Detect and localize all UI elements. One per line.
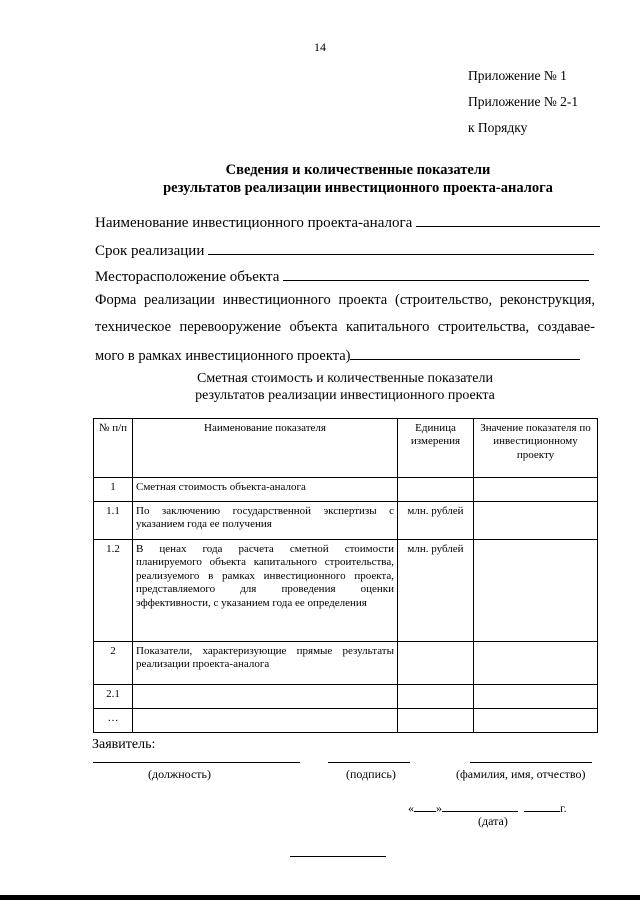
- field-location: [95, 266, 589, 286]
- end-separator-line: [290, 856, 386, 857]
- position-caption: (должность): [148, 767, 211, 781]
- table-row: [94, 502, 598, 540]
- row-unit: млн. рублей: [398, 502, 474, 540]
- row-unit: [398, 478, 474, 502]
- document-title-line-2: результатов реализации инвестиционного проекта-аналога: [163, 180, 553, 196]
- date-year-suffix: г.: [560, 801, 567, 815]
- position-signature-line: [93, 762, 300, 763]
- field-project-name: [95, 212, 600, 232]
- table-row: [94, 685, 598, 709]
- field-location-label: Месторасположение объекта: [95, 269, 280, 285]
- document-title-line-1: Сведения и количественные показатели: [225, 162, 491, 178]
- field-project-name-label: Наименование инвестиционного проекта-аналога: [95, 215, 413, 231]
- row-num: 1.1: [94, 502, 133, 540]
- row-unit: [398, 642, 474, 685]
- row-value: [474, 540, 598, 642]
- table-subtitle-line-1: Сметная стоимость и количественные показатели: [197, 371, 493, 386]
- table-row: [94, 709, 598, 733]
- row-unit: [398, 709, 474, 733]
- page-number: 14: [314, 40, 326, 54]
- date-quote-close: »: [436, 801, 442, 815]
- table-row: [94, 642, 598, 685]
- row-num: …: [94, 709, 133, 733]
- row-name: [133, 685, 398, 709]
- row-name: Сметная стоимость объекта-аналога: [133, 478, 398, 502]
- signature-caption: (подпись): [346, 767, 396, 781]
- field-form-line-2: техническое перевооружение объекта капитального строительства, создавае-: [95, 319, 595, 335]
- date-caption: (дата): [478, 814, 508, 828]
- field-term: [95, 240, 594, 260]
- row-name: По заключению государственной экспертизы с указанием года ее получения: [133, 502, 398, 540]
- row-value: [474, 502, 598, 540]
- row-value: [474, 478, 598, 502]
- row-name: Показатели, характеризующие прямые результаты реализации проекта-аналога: [133, 642, 398, 685]
- date-quote-open: «: [408, 801, 414, 815]
- appendix-line-2: Приложение № 2-1: [468, 94, 579, 109]
- table-row: [94, 540, 598, 642]
- header-unit: Единица измерения: [398, 419, 474, 478]
- signature-line: [328, 762, 410, 763]
- field-form-line-3: [95, 345, 580, 365]
- indicators-table: [93, 418, 598, 733]
- fio-caption: (фамилия, имя, отчество): [456, 767, 586, 781]
- field-form-line-3-text: мого в рамках инвестиционного проекта): [95, 348, 351, 364]
- header-name: Наименование показателя: [133, 419, 398, 478]
- row-num: 2: [94, 642, 133, 685]
- field-form-blank: [350, 345, 580, 360]
- date-month-blank: [442, 800, 518, 812]
- field-project-name-blank: [416, 212, 600, 227]
- header-value: Значение показателя по инвестиционному проекту: [474, 419, 598, 478]
- fio-signature-line: [470, 762, 592, 763]
- row-num: 2.1: [94, 685, 133, 709]
- table-subtitle-line-2: результатов реализации инвестиционного проекта: [195, 388, 495, 403]
- appendix-line-3: к Порядку: [468, 120, 528, 135]
- header-num: № п/п: [94, 419, 133, 478]
- table-header-row: [94, 419, 598, 478]
- field-form-line-1: Форма реализации инвестиционного проекта (строительство, реконструкция,: [95, 292, 595, 308]
- row-value: [474, 642, 598, 685]
- bottom-border-bar: [0, 895, 640, 900]
- row-num: 1: [94, 478, 133, 502]
- table-row: [94, 478, 598, 502]
- row-value: [474, 709, 598, 733]
- row-name: [133, 709, 398, 733]
- row-name: В ценах года расчета сметной стоимости планируемого объекта капитального строительства, реализуемого в рамках инвестиционного проекта, представляемого для проведения оценки эффективности, с указанием года ее определения: [133, 540, 398, 642]
- applicant-label: Заявитель:: [92, 737, 156, 752]
- appendix-line-1: Приложение № 1: [468, 68, 567, 83]
- field-location-blank: [283, 266, 589, 281]
- date-day-blank: [414, 800, 436, 812]
- date-year-blank: [524, 800, 560, 812]
- field-term-blank: [208, 240, 594, 255]
- field-term-label: Срок реализации: [95, 243, 205, 259]
- row-value: [474, 685, 598, 709]
- row-unit: млн. рублей: [398, 540, 474, 642]
- row-num: 1.2: [94, 540, 133, 642]
- row-unit: [398, 685, 474, 709]
